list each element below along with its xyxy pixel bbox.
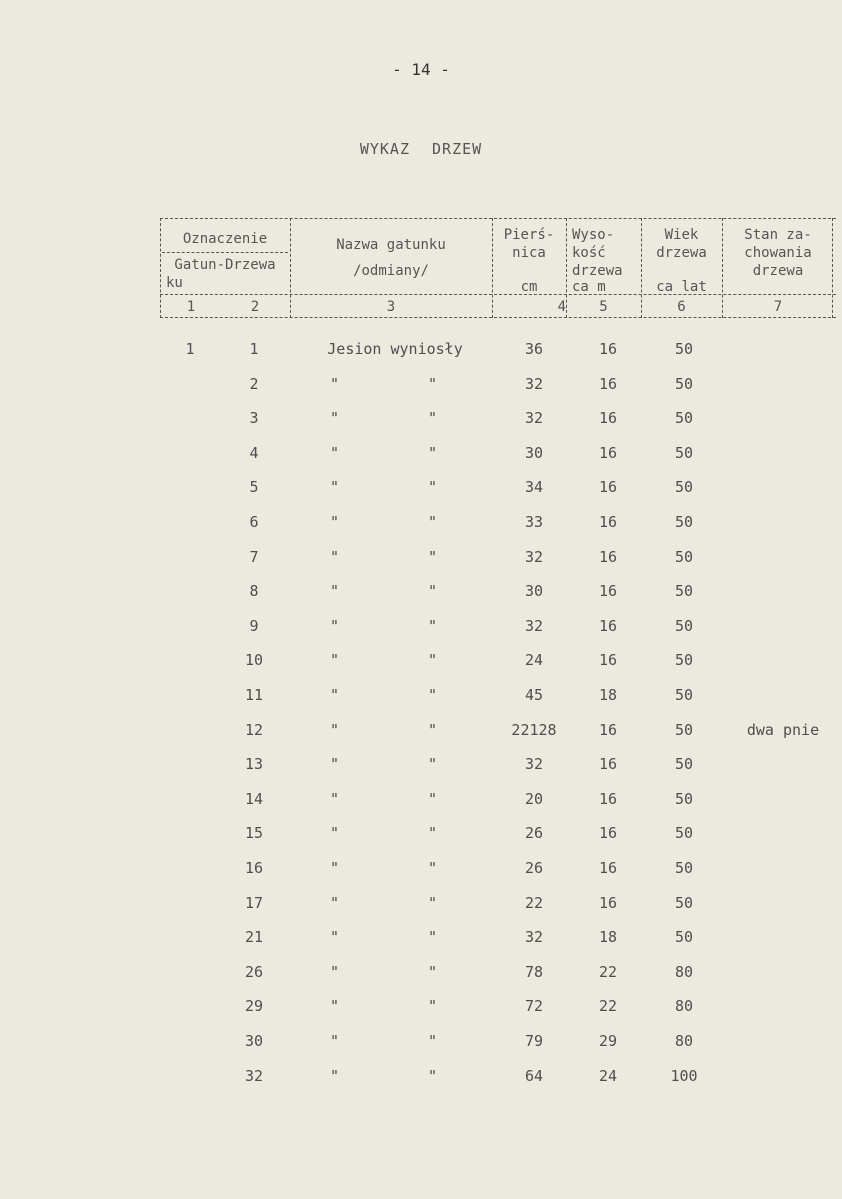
- cell-wysokosc: 16: [598, 720, 618, 739]
- cell-piersnica: 72: [524, 997, 544, 1016]
- table-row: [0, 721, 842, 745]
- header-stan-3: drzewa: [752, 263, 804, 279]
- header-wiek-1: Wiek: [664, 227, 699, 243]
- cell-wiek: 50: [674, 859, 694, 877]
- cell-wiek: 80: [674, 962, 694, 981]
- ditto-mark: ": [330, 789, 340, 808]
- cell-piersnica: 20: [524, 789, 544, 808]
- ditto-mark: ": [428, 686, 438, 704]
- cell-piersnica: 22128: [511, 720, 557, 739]
- ditto-mark: ": [428, 859, 438, 877]
- header-piersnica-unit: cm: [520, 279, 538, 295]
- cell-wiek: 50: [674, 824, 694, 843]
- table-row: [0, 963, 842, 987]
- cell-nr-drzewa: 11: [244, 686, 264, 704]
- oznaczenie-underline: [162, 252, 288, 253]
- cell-piersnica: 30: [524, 443, 544, 462]
- colnum-5: 5: [599, 299, 608, 315]
- table-row: [0, 790, 842, 814]
- header-wysokosc-unit: ca m: [572, 279, 606, 295]
- ditto-mark: ": [330, 755, 340, 774]
- ditto-mark: ": [330, 720, 340, 739]
- ditto-mark: ": [330, 893, 340, 912]
- cell-piersnica: 32: [524, 616, 544, 635]
- cell-wiek: 50: [674, 409, 694, 428]
- cell-piersnica: 30: [524, 582, 544, 601]
- colnum-4: 4: [557, 299, 566, 315]
- header-wysokosc-1: Wyso-: [572, 227, 615, 243]
- cell-piersnica: 26: [524, 859, 544, 877]
- cell-wysokosc: 16: [598, 582, 618, 601]
- cell-wysokosc: 16: [598, 755, 618, 774]
- ditto-mark: ": [428, 513, 438, 531]
- cell-nr-drzewa: 3: [249, 409, 259, 428]
- cell-nr-drzewa: 8: [249, 582, 259, 601]
- cell-nr-drzewa: 2: [249, 374, 259, 393]
- ditto-mark: ": [428, 616, 438, 635]
- cell-piersnica: 64: [524, 1066, 544, 1085]
- header-nazwa-gatunku: Nazwa gatunku: [336, 237, 446, 253]
- cell-piersnica: 22: [524, 893, 544, 912]
- ditto-mark: ": [428, 1066, 438, 1085]
- table-row: [0, 894, 842, 918]
- header-stan-2: chowania: [744, 245, 812, 261]
- header-wysokosc-2: kość: [572, 245, 606, 261]
- ditto-mark: ": [428, 893, 438, 912]
- cell-wiek: 50: [674, 789, 694, 808]
- cell-wysokosc: 16: [598, 824, 618, 843]
- ditto-mark: ": [330, 859, 340, 877]
- cell-piersnica: 26: [524, 824, 544, 843]
- cell-wysokosc: 29: [598, 1032, 618, 1050]
- header-top-rule: [160, 218, 836, 219]
- cell-wysokosc: 16: [598, 340, 618, 358]
- cell-piersnica: 32: [524, 409, 544, 428]
- cell-wysokosc: 22: [598, 962, 618, 981]
- cell-wiek: 50: [674, 340, 694, 358]
- cell-nr-drzewa: 17: [244, 893, 264, 912]
- cell-nr-drzewa: 4: [249, 443, 259, 462]
- cell-wysokosc: 16: [598, 478, 618, 497]
- document-title: [0, 140, 842, 158]
- cell-nazwa: Jesion wyniosły: [327, 340, 463, 358]
- header-wiek-2: drzewa: [656, 245, 707, 261]
- colnum-2: 2: [250, 299, 260, 315]
- cell-wiek: 80: [674, 1032, 694, 1050]
- ditto-mark: ": [428, 789, 438, 808]
- header-piersnica-1: Pierś-: [503, 227, 555, 243]
- cell-nr-drzewa: 1: [249, 340, 259, 358]
- ditto-mark: ": [330, 409, 340, 428]
- ditto-mark: ": [428, 443, 438, 462]
- cell-nr-drzewa: 13: [244, 755, 264, 774]
- cell-nr-drzewa: 26: [244, 962, 264, 981]
- cell-wiek: 50: [674, 513, 694, 531]
- ditto-mark: ": [428, 582, 438, 601]
- header-stan-1: Stan za-: [744, 227, 812, 243]
- cell-piersnica: 36: [524, 340, 544, 358]
- cell-nr-drzewa: 30: [244, 1032, 264, 1050]
- cell-nr-drzewa: 12: [244, 720, 264, 739]
- ditto-mark: ": [428, 374, 438, 393]
- cell-wiek: 50: [674, 928, 694, 947]
- cell-wiek: 50: [674, 616, 694, 635]
- cell-wiek: 80: [674, 997, 694, 1016]
- cell-piersnica: 32: [524, 755, 544, 774]
- ditto-mark: ": [428, 755, 438, 774]
- table-row: [0, 548, 842, 572]
- cell-piersnica: 78: [524, 962, 544, 981]
- cell-wysokosc: 16: [598, 616, 618, 635]
- table-row: [0, 1032, 842, 1056]
- colnum-7: 7: [773, 299, 783, 315]
- cell-wiek: 50: [674, 651, 694, 670]
- ditto-mark: ": [330, 651, 340, 670]
- ditto-mark: ": [428, 1032, 438, 1050]
- ditto-mark: ": [330, 962, 340, 981]
- cell-gatunek: 1: [185, 340, 195, 358]
- ditto-mark: ": [428, 962, 438, 981]
- cell-wiek: 50: [674, 686, 694, 704]
- table-row: [0, 340, 842, 364]
- cell-wiek: 50: [674, 547, 694, 566]
- ditto-mark: ": [330, 443, 340, 462]
- table-row: [0, 997, 842, 1021]
- cell-wysokosc: 16: [598, 859, 618, 877]
- cell-piersnica: 32: [524, 374, 544, 393]
- cell-nr-drzewa: 10: [244, 651, 264, 670]
- cell-wysokosc: 16: [598, 443, 618, 462]
- cell-wiek: 50: [674, 755, 694, 774]
- cell-wysokosc: 16: [598, 374, 618, 393]
- ditto-mark: ": [428, 997, 438, 1016]
- cell-nr-drzewa: 14: [244, 789, 264, 808]
- cell-wysokosc: 24: [598, 1066, 618, 1085]
- ditto-mark: ": [330, 1066, 340, 1085]
- table-header: [160, 218, 836, 318]
- header-odmiany: /odmiany/: [353, 263, 429, 279]
- cell-piersnica: 32: [524, 928, 544, 947]
- cell-wysokosc: 18: [598, 686, 618, 704]
- ditto-mark: ": [428, 409, 438, 428]
- cell-nr-drzewa: 29: [244, 997, 264, 1016]
- cell-wysokosc: 16: [598, 893, 618, 912]
- ditto-mark: ": [330, 1032, 340, 1050]
- cell-nr-drzewa: 9: [249, 616, 259, 635]
- title-word-1: WYKAZ: [359, 140, 410, 158]
- cell-wiek: 50: [674, 893, 694, 912]
- table-row: [0, 375, 842, 399]
- cell-nr-drzewa: 16: [244, 859, 264, 877]
- table-row: [0, 651, 842, 675]
- cell-wysokosc: 18: [598, 928, 618, 947]
- ditto-mark: ": [330, 582, 340, 601]
- header-ku: ku: [166, 275, 183, 291]
- page-number: - 14 -: [392, 60, 450, 79]
- cell-wysokosc: 16: [598, 409, 618, 428]
- cell-nr-drzewa: 32: [244, 1066, 264, 1085]
- ditto-mark: ": [428, 720, 438, 739]
- cell-nr-drzewa: 21: [244, 928, 264, 947]
- ditto-mark: ": [428, 478, 438, 497]
- cell-piersnica: 79: [524, 1032, 544, 1050]
- cell-wysokosc: 16: [598, 651, 618, 670]
- table-row: [0, 1067, 842, 1091]
- ditto-mark: ": [330, 824, 340, 843]
- cell-nr-drzewa: 15: [244, 824, 264, 843]
- header-oznaczenie: Oznaczenie: [182, 231, 268, 247]
- table-row: [0, 478, 842, 502]
- cell-wysokosc: 16: [598, 789, 618, 808]
- table-row: [0, 755, 842, 779]
- ditto-mark: ": [330, 478, 340, 497]
- cell-wysokosc: 22: [598, 997, 618, 1016]
- colnum-1: 1: [186, 299, 196, 315]
- ditto-mark: ": [428, 547, 438, 566]
- table-row: [0, 824, 842, 848]
- title-word-2: DRZEW: [432, 140, 483, 158]
- cell-wiek: 50: [674, 374, 694, 393]
- ditto-mark: ": [330, 374, 340, 393]
- cell-nr-drzewa: 7: [249, 547, 259, 566]
- cell-wiek: 50: [674, 582, 694, 601]
- cell-wiek: 50: [674, 443, 694, 462]
- table-row: [0, 409, 842, 433]
- cell-wiek: 50: [674, 720, 694, 739]
- ditto-mark: ": [330, 513, 340, 531]
- table-row: [0, 617, 842, 641]
- header-bottom-rule: [160, 317, 836, 318]
- cell-piersnica: 32: [524, 547, 544, 566]
- colnum-3: 3: [386, 299, 396, 315]
- table-row: [0, 928, 842, 952]
- ditto-mark: ": [330, 547, 340, 566]
- cell-wiek: 50: [674, 478, 694, 497]
- header-wysokosc-3: drzewa: [572, 263, 623, 279]
- table-row: [0, 686, 842, 710]
- ditto-mark: ": [330, 616, 340, 635]
- header-piersnica-2: nica: [512, 245, 546, 261]
- cell-piersnica: 34: [524, 478, 544, 497]
- cell-wiek: 100: [670, 1066, 698, 1085]
- table-row: [0, 513, 842, 537]
- header-wiek-unit: ca lat: [656, 279, 707, 295]
- ditto-mark: ": [428, 651, 438, 670]
- cell-stan: dwa pnie: [746, 720, 820, 739]
- colnum-6: 6: [677, 299, 686, 315]
- cell-piersnica: 45: [524, 686, 544, 704]
- table-row: [0, 444, 842, 468]
- ditto-mark: ": [330, 997, 340, 1016]
- table-row: [0, 859, 842, 883]
- ditto-mark: ": [428, 824, 438, 843]
- cell-wysokosc: 16: [598, 547, 618, 566]
- ditto-mark: ": [330, 928, 340, 947]
- cell-piersnica: 24: [524, 651, 544, 670]
- header-gatun-drzewa: Gatun-Drzewa: [174, 257, 276, 273]
- table-row: [0, 582, 842, 606]
- ditto-mark: ": [428, 928, 438, 947]
- cell-piersnica: 33: [524, 513, 544, 531]
- cell-nr-drzewa: 6: [249, 513, 259, 531]
- cell-nr-drzewa: 5: [249, 478, 259, 497]
- cell-wysokosc: 16: [598, 513, 618, 531]
- ditto-mark: ": [330, 686, 340, 704]
